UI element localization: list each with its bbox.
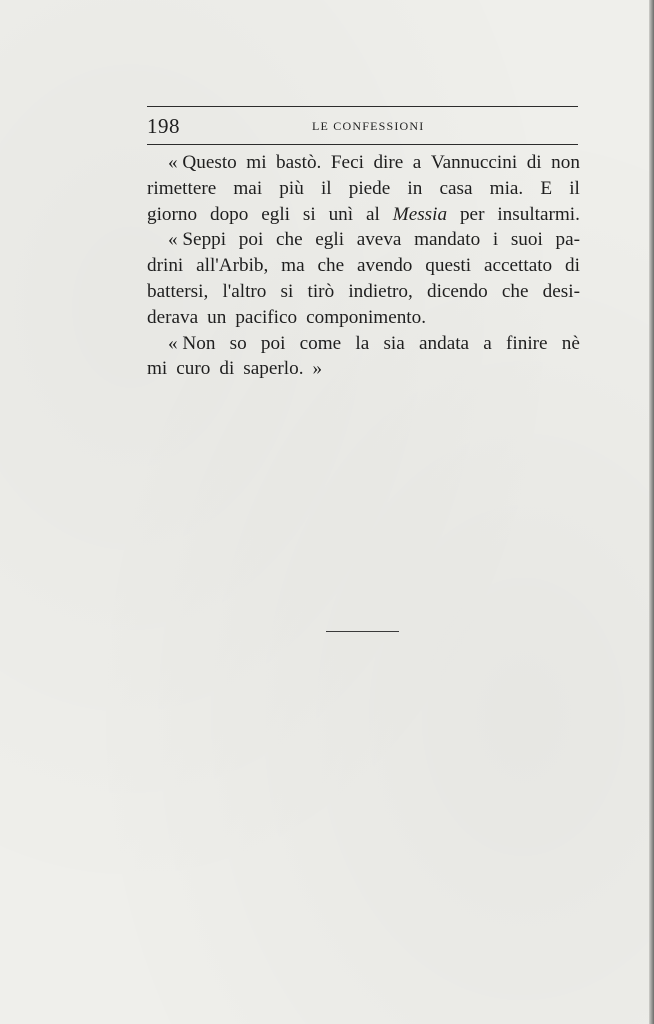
word: Feci (330, 152, 364, 173)
word: il (569, 177, 580, 199)
word: al (365, 203, 380, 225)
page-header (147, 112, 578, 140)
word: la (355, 332, 370, 354)
word: battersi, (147, 280, 209, 302)
word: che (275, 229, 303, 251)
word: saperlo. (243, 358, 304, 380)
word: avendo (356, 255, 413, 277)
word: Vannuccini (430, 152, 518, 173)
paragraph-line (147, 279, 580, 305)
word: piede (348, 177, 391, 199)
word: che (317, 255, 345, 277)
word: mandato (414, 229, 481, 251)
paragraph-line (147, 150, 580, 176)
word: il (320, 177, 332, 199)
word: « Questo (168, 152, 237, 173)
word: i (492, 229, 499, 251)
word: suoi (510, 229, 543, 251)
paragraph-line (147, 227, 580, 253)
word: all'Arbib, (196, 255, 269, 277)
word: a (412, 152, 422, 173)
word: come (299, 332, 342, 354)
word: di (219, 358, 235, 380)
word: finire (506, 332, 548, 354)
section-end-rule (326, 631, 399, 632)
word: di (526, 152, 542, 173)
word: so (229, 332, 247, 354)
word: derava (147, 306, 199, 328)
word: dire (373, 152, 404, 173)
paragraph-line (147, 305, 580, 331)
word: rimettere (147, 177, 217, 199)
word: più (279, 177, 304, 199)
word: egli (315, 229, 345, 251)
word: drini (147, 255, 184, 277)
word: che (501, 280, 529, 302)
word: questi (425, 255, 472, 277)
word: si (302, 203, 316, 225)
word: indietro, (348, 280, 413, 302)
word: in (407, 177, 423, 199)
paragraph-line (147, 202, 580, 228)
word: componimento. (306, 306, 427, 328)
word: mia. (489, 177, 524, 199)
word: a (483, 332, 492, 354)
body-text (147, 150, 580, 382)
word: curo (176, 358, 211, 380)
word: non (551, 152, 580, 173)
word: » (312, 358, 323, 380)
word: sia (383, 332, 405, 354)
word: egli (261, 203, 291, 225)
word: pa- (555, 229, 580, 251)
word: un (207, 306, 227, 328)
word: tirò (307, 280, 335, 302)
running-title: LE CONFESSIONI (312, 119, 425, 133)
word: accettato (483, 255, 553, 277)
word: nè (561, 332, 580, 354)
paragraph-line (147, 356, 580, 382)
word: giorno (147, 203, 198, 225)
word: si (280, 280, 294, 302)
word: casa (439, 177, 473, 199)
word: unì (328, 203, 354, 225)
word: aveva (356, 229, 402, 251)
paragraph-line (147, 253, 580, 279)
word: di (565, 255, 580, 277)
page-number: 198 (147, 114, 180, 138)
emphasized-word: Messia (392, 203, 448, 225)
page-edge-shadow (649, 0, 654, 1024)
word: poi (238, 229, 264, 251)
word: desi- (542, 280, 580, 302)
word: ma (281, 255, 305, 277)
word: bastò. (276, 152, 322, 173)
header-rule-bottom (147, 144, 578, 145)
word: mi (246, 152, 267, 173)
paragraph-line (147, 176, 580, 202)
word: mai (233, 177, 263, 199)
word: insultarmi. (497, 203, 580, 225)
word: mi (147, 358, 168, 380)
word: pacifico (235, 306, 298, 328)
word: poi (260, 332, 286, 354)
word: « Seppi (168, 229, 227, 251)
word: andata (419, 332, 470, 354)
word: E (540, 177, 553, 199)
word: per (459, 203, 485, 225)
word: « Non (168, 332, 216, 354)
word: dopo (209, 203, 249, 225)
word: dicendo (426, 280, 488, 302)
header-rule-top (147, 106, 578, 107)
word: l'altro (222, 280, 267, 302)
paragraph-line (147, 331, 580, 357)
